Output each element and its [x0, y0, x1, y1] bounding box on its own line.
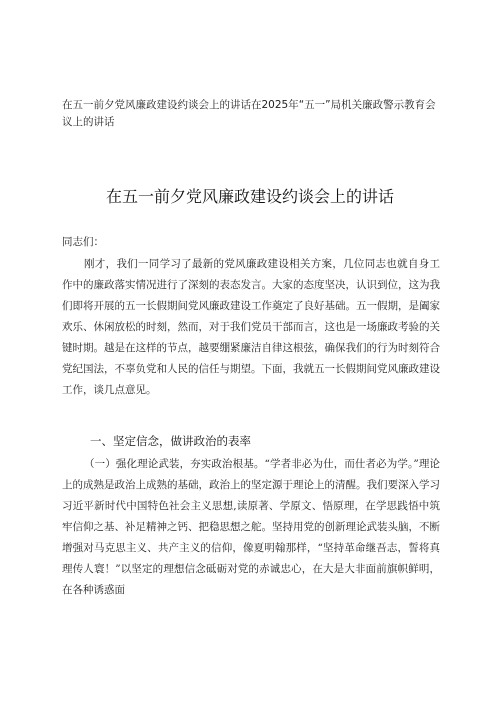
paragraph-section-1: （一）强化理论武装，夯实政治根基。“学者非必为仕，而仕者必为学。”理论上的成熟是政治上成熟的基础，政治上的坚定源于理论上的清醒。我们要深入学习习近平新时代中国特色社会主义思想,读原著、学原文、悟原理，在学思践悟中筑牢信仰之基、补足精神之钙、把稳思想之舵。坚持用党的创新理论武装头脑，不断增强对马克思主义、共产主义的信仰，像夏明翰那样，“坚持革命继吾志，誓将真理传人寰！”以坚定的理想信念砥砺对党的赤诚忠心，在大是大非面前旗帜鲜明，在各种诱惑面 [62, 458, 440, 596]
section-heading: 一、坚定信念，做讲政治的表率 [90, 434, 251, 448]
document-header: 在五一前夕党风廉政建设约谈会上的讲话在2025年“五一”局机关廉政警示教育会议上的讲话 [62, 99, 436, 128]
page-bottom-fade [0, 690, 500, 707]
page-title: 在五一前夕党风廉政建设约谈会上的讲话 [105, 187, 394, 206]
paragraph-intro: 刚才，我们一同学习了最新的党风廉政建设相关方案，几位同志也就自身工作中的廉政落实情况进行了深刻的表态发言。大家的态度坚决，认识到位，这为我们即将开展的五一长假期间党风廉政建设工作奠定了良好基础。五一假期，是阖家欢乐、休闲放松的时刻，然而，对于我们党员干部而言，这也是一场廉政考验的关键时期。越是在这样的节点，越要绷紧廉洁自律这根弦，确保我们的行为时刻符合党纪国法，不辜负党和人民的信任与期望。下面，我就五一长假期间党风廉政建设工作，谈几点意见。 [62, 258, 440, 396]
salutation: 同志们： [62, 236, 104, 248]
